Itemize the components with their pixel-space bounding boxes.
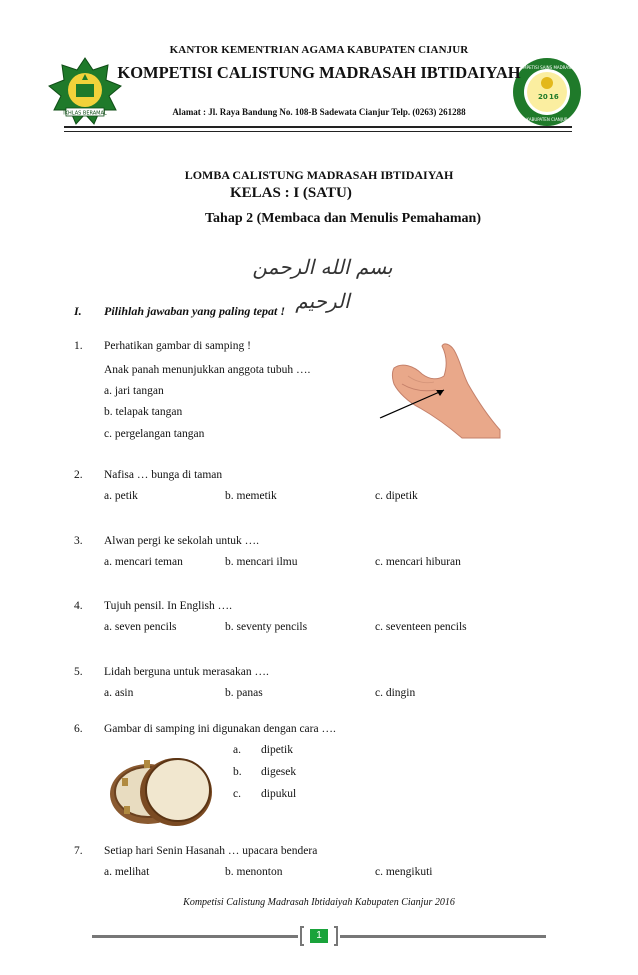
question-text: Anak panah menunjukkan anggota tubuh …. [104,364,311,376]
left-logo-text: IKHLAS BERAMAL [63,110,107,117]
office-name: KANTOR KEMENTRIAN AGAMA KABUPATEN CIANJUR [169,44,469,56]
question-text: Lidah berguna untuk merasakan …. [104,666,269,678]
class-title: KELAS : I (SATU) [230,185,352,201]
footer-text: Kompetisi Calistung Madrasah Ibtidaiyah Kabupaten Cianjur 2016 [183,897,455,908]
answer-option[interactable]: b. menonton [225,866,283,878]
question-number: 7. [74,845,83,857]
answer-option[interactable]: c. dingin [375,687,416,699]
answer-option[interactable]: b. mencari ilmu [225,556,298,568]
header-rule-thin [64,131,572,132]
question-number: 3. [74,535,83,547]
answer-option[interactable]: a. melihat [104,866,150,878]
question-text: Nafisa … bunga di taman [104,469,223,481]
header-rule-thick [64,126,572,128]
right-logo-bottom-text: KABUPATEN CIANJUR [526,117,568,122]
answer-option[interactable]: a. seven pencils [104,621,177,633]
question-text: Perhatikan gambar di samping ! [104,340,251,352]
question-number: 5. [74,666,83,678]
answer-option[interactable]: a. jari tangan [104,385,164,397]
footer-line-left [92,935,298,938]
basmalah-calligraphy: بسم الله الرحمن الرحيم [252,255,393,313]
page-number-badge [306,926,332,946]
question-number: 2. [74,469,83,481]
answer-option-letter[interactable]: c. [233,788,241,800]
address: Alamat : Jl. Raya Bandung No. 108-B Sadewata Cianjur Telp. (0263) 261288 [172,107,466,117]
answer-option[interactable]: c. dipetik [375,490,418,502]
svg-text:20: 20 [538,93,548,101]
question-text: Alwan pergi ke sekolah untuk …. [104,535,260,547]
section-instruction: Pilihlah jawaban yang paling tepat ! [104,304,286,318]
question-text: Tujuh pensil. In English …. [104,600,233,612]
question-number: 4. [74,600,83,612]
answer-option[interactable]: a. mencari teman [104,556,183,568]
answer-option[interactable]: a. asin [104,687,134,699]
page-number: 1 [310,929,328,943]
answer-option[interactable]: b. telapak tangan [104,406,183,418]
answer-option[interactable]: c. mencari hiburan [375,556,461,568]
bracket-right-icon [334,926,338,946]
answer-option[interactable]: c. seventeen pencils [375,621,467,633]
stage-title: Tahap 2 (Membaca dan Menulis Pemahaman) [205,211,482,226]
answer-option[interactable]: b. memetik [225,490,277,502]
contest-title: LOMBA CALISTUNG MADRASAH IBTIDAIYAH [184,168,454,182]
svg-text:16: 16 [549,93,559,101]
question-text: Gambar di samping ini digunakan dengan cara …. [104,723,336,735]
answer-option[interactable]: dipukul [261,788,297,800]
hand-palm-image [372,340,502,440]
answer-option-letter[interactable]: a. [233,744,241,756]
right-logo-text: KOMPETISI SAINS MADRASAH [517,65,577,70]
section-number: I. [74,304,82,318]
answer-option[interactable]: c. mengikuti [375,866,433,878]
footer-line-right [340,935,546,938]
bracket-left-icon [300,926,304,946]
answer-option[interactable]: b. panas [225,687,263,699]
answer-option-letter[interactable]: b. [233,766,242,778]
question-number: 1. [74,340,83,352]
competition-name: KOMPETISI CALISTUNG MADRASAH IBTIDAIYAH [117,63,521,82]
tambourine-image [104,748,216,830]
question-number: 6. [74,723,83,735]
question-text: Setiap hari Senin Hasanah … upacara bendera [104,845,318,857]
answer-option[interactable]: b. seventy pencils [225,621,308,633]
answer-option[interactable]: a. petik [104,490,138,502]
answer-option[interactable]: c. pergelangan tangan [104,428,205,440]
answer-option[interactable]: digesek [261,766,297,778]
answer-option[interactable]: dipetik [261,744,293,756]
